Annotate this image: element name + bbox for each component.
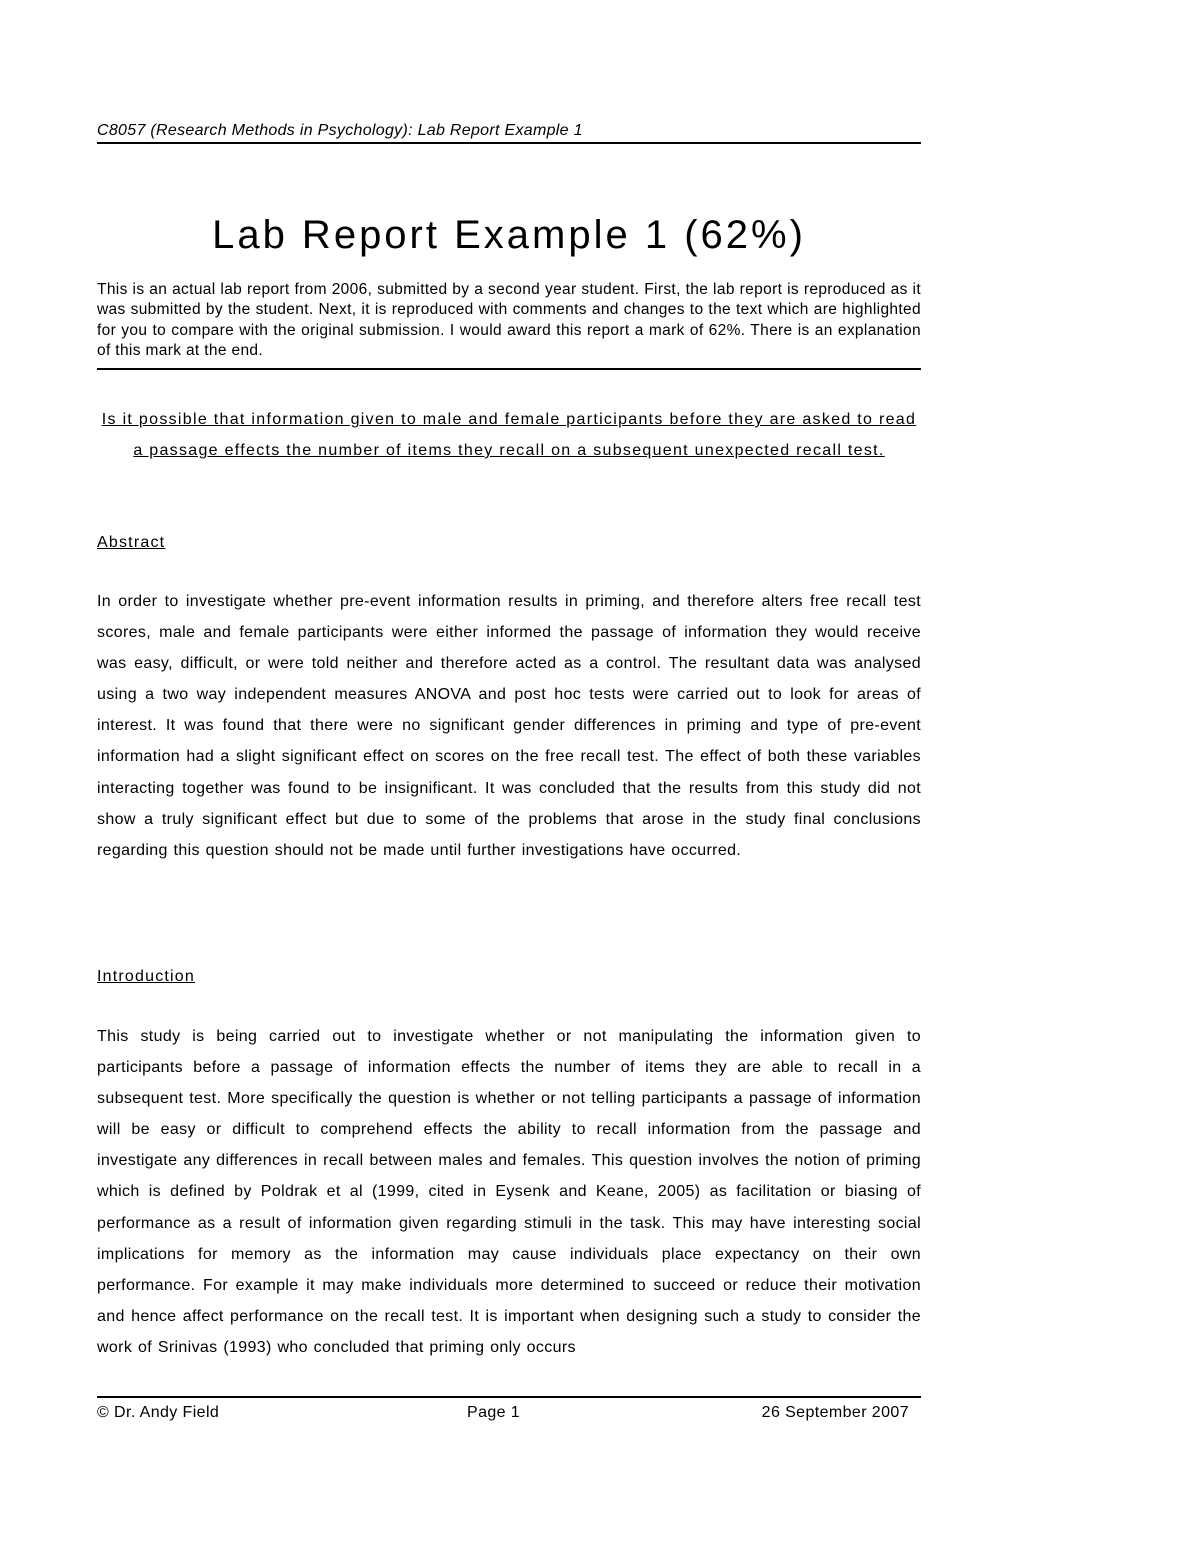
page-footer — [97, 1396, 921, 1426]
introduction-body: This study is being carried out to investigate whether or not manipulating the information given to participants before a passage of information effects the number of items they are able to recall in a subsequent test. More specifically the question is whether or not telling participants a passage of information will be easy or difficult to comprehend effects the ability to recall information from the passage and investigate any differences in recall between males and females. This question involves the notion of priming which is defined by Poldrak et al (1999, cited in Eysenk and Keane, 2005) as facilitation or biasing of performance as a result of information given regarding stimuli in the task. This may have interesting social implications for memory as the information may cause individuals place expectancy on their own performance. For example it may make individuals more determined to succeed or reduce their motivation and hence affect performance on the recall test. It is important when designing such a study to consider the work of Srinivas (1993) who concluded that priming only occurs — [97, 1028, 921, 1356]
abstract-heading: Abstract — [97, 534, 166, 551]
intro-note: This is an actual lab report from 2006, submitted by a second year student. First, the lab report is reproduced as it was submitted by the student. Next, it is reproduced with comments and changes to the text which are highlighted for you to compare with the original submission. I would award this report a mark of 62%. There is an explanation of this mark at the end. — [97, 280, 921, 370]
report-title: Is it possible that information given to male and female participants before they are asked to read a passage effects the number of items they recall on a subsequent unexpected recall test. — [101, 411, 917, 459]
page-title: Lab Report Example 1 (62%) — [212, 212, 806, 257]
footer-copyright: © Dr. Andy Field — [97, 1404, 220, 1421]
document-page — [97, 0, 921, 1553]
footer-date: 26 September 2007 — [761, 1404, 909, 1421]
running-header: C8057 (Research Methods in Psychology): Lab Report Example 1 — [97, 122, 921, 144]
footer-page-number: Page 1 — [467, 1404, 521, 1421]
introduction-heading: Introduction — [97, 968, 196, 985]
abstract-body: In order to investigate whether pre-event information results in priming, and therefore alters free recall test scores, male and female participants were either informed the passage of information they would receive was easy, difficult, or were told neither and therefore acted as a control. The resultant data was analysed using a two way independent measures ANOVA and post hoc tests were carried out to look for areas of interest. It was found that there were no significant gender differences in priming and type of pre-event information had a slight significant effect on scores on the free recall test. The effect of both these variables interacting together was found to be insignificant. It was concluded that the results from this study did not show a truly significant effect but due to some of the problems that arose in the study final conclusions regarding this question should not be made until further investigations have occurred. — [97, 593, 921, 859]
